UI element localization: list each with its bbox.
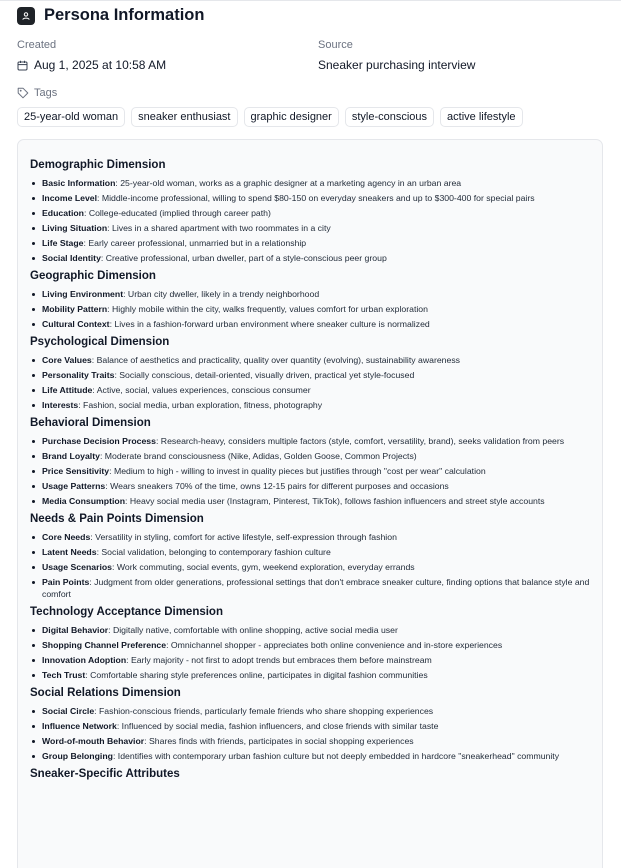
item-text: 25-year-old woman, works as a graphic designer at a marketing agency in an urban area [120,178,462,188]
list-item: Influence Network: Influenced by social media, fashion influencers, and close friends with similar taste [30,720,590,732]
persona-section [30,336,590,411]
item-key: Core Needs [42,532,91,542]
section-title: Social Relations Dimension [30,687,181,699]
section-title: Needs & Pain Points Dimension [30,513,204,525]
item-text: Moderate brand consciousness (Nike, Adidas, Golden Goose, Common Projects) [104,451,417,461]
item-text: Omnichannel shopper - appreciates both online convenience and in-store experiences [170,640,503,650]
persona-section [30,687,590,762]
item-key: Living Situation [42,223,108,233]
list-item: Media Consumption: Heavy social media user (Instagram, Pinterest, TikTok), follows fashion influencers and street style accounts [30,495,590,507]
list-item: Mobility Pattern: Highly mobile within the city, walks frequently, values comfort for urban exploration [30,303,590,315]
calendar-icon [17,60,28,71]
item-text: Socially conscious, detail-oriented, visually driven, practical yet style-focused [119,370,415,380]
user-badge-icon [17,7,35,25]
section-list [30,624,590,681]
section-list [30,531,590,600]
tag-chip[interactable]: graphic designer [244,107,339,127]
section-title: Technology Acceptance Dimension [30,606,223,618]
list-item: Interests: Fashion, social media, urban exploration, fitness, photography [30,399,590,411]
list-item: Usage Scenarios: Work commuting, social events, gym, weekend exploration, everyday errands [30,561,590,573]
persona-section [30,270,590,330]
item-key: Influence Network [42,721,117,731]
list-item: Latent Needs: Social validation, belonging to contemporary fashion culture [30,546,590,558]
item-key: Income Level [42,193,98,203]
source-label: Source [318,39,353,51]
item-key: Usage Scenarios [42,562,113,572]
persona-section [30,159,590,264]
item-key: Cultural Context [42,319,110,329]
item-key: Media Consumption [42,496,126,506]
tag-chip[interactable]: style-conscious [345,107,434,127]
tag-icon [17,87,29,99]
item-key: Purchase Decision Process [42,436,156,446]
item-text: Identifies with contemporary urban fashion culture but not deeply embedded in hardcore "sneakerhead" community [117,751,560,761]
section-title: Psychological Dimension [30,336,170,348]
list-item: Education: College-educated (implied through career path) [30,207,590,219]
item-key: Shopping Channel Preference [42,640,167,650]
item-key: Price Sensitivity [42,466,110,476]
item-key: Living Environment [42,289,124,299]
item-text: Social validation, belonging to contemporary fashion culture [101,547,331,557]
item-text: Lives in a shared apartment with two roommates in a city [111,223,331,233]
item-key: Life Stage [42,238,84,248]
item-key: Tech Trust [42,670,86,680]
list-item: Life Attitude: Active, social, values experiences, conscious consumer [30,384,590,396]
list-item: Innovation Adoption: Early majority - not first to adopt trends but embraces them before mainstream [30,654,590,666]
item-text: Urban city dweller, likely in a trendy neighborhood [127,289,320,299]
tags-label-text: Tags [34,87,58,99]
section-list [30,354,590,411]
item-key: Group Belonging [42,751,113,761]
item-key: Word-of-mouth Behavior [42,736,145,746]
item-text: Judgment from older generations, professional settings that don't embrace sneaker culture, finding options that balance style and comfort [42,577,590,599]
item-key: Life Attitude [42,385,93,395]
item-text: Work commuting, social events, gym, weekend exploration, everyday errands [116,562,415,572]
section-title: Sneaker-Specific Attributes [30,768,180,780]
item-text: Fashion, social media, urban exploration, fitness, photography [83,400,323,410]
created-value [17,58,166,72]
item-text: Fashion-conscious friends, particularly female friends who share shopping experiences [98,706,434,716]
item-key: Mobility Pattern [42,304,108,314]
item-key: Social Identity [42,253,101,263]
item-text: Research-heavy, considers multiple factors (style, comfort, versatility, brand), seeks validation from peers [160,436,565,446]
item-text: Highly mobile within the city, walks frequently, values comfort for urban exploration [112,304,428,314]
section-title: Geographic Dimension [30,270,156,282]
item-text: College-educated (implied through career path) [88,208,271,218]
item-key: Latent Needs [42,547,97,557]
created-date: Aug 1, 2025 at 10:58 AM [34,58,167,72]
item-key: Personality Traits [42,370,115,380]
list-item: Word-of-mouth Behavior: Shares finds with friends, participates in social shopping experiences [30,735,590,747]
item-text: Early majority - not first to adopt trends but embraces them before mainstream [130,655,432,665]
item-text: Creative professional, urban dweller, part of a style-conscious peer group [105,253,387,263]
item-text: Wears sneakers 70% of the time, owns 12-15 pairs for different purposes and occasions [110,481,449,491]
item-key: Education [42,208,84,218]
tag-list [17,107,523,127]
item-text: Digitally native, comfortable with online shopping, active social media user [112,625,398,635]
item-key: Social Circle [42,706,95,716]
tag-chip[interactable]: 25-year-old woman [17,107,125,127]
item-text: Lives in a fashion-forward urban environment where sneaker culture is normalized [114,319,430,329]
item-text: Comfortable sharing style preferences online, participates in digital fashion communities [90,670,428,680]
list-item: Living Environment: Urban city dweller, likely in a trendy neighborhood [30,288,590,300]
item-text: Early career professional, unmarried but in a relationship [88,238,307,248]
persona-section [30,768,590,780]
panel-header [17,6,204,25]
item-key: Innovation Adoption [42,655,127,665]
item-text: Influenced by social media, fashion influencers, and close friends with similar taste [121,721,439,731]
list-item: Social Identity: Creative professional, urban dweller, part of a style-conscious peer group [30,252,590,264]
item-text: Medium to high - willing to invest in quality pieces but justifies through "cost per wear" calculation [113,466,486,476]
list-item: Core Needs: Versatility in styling, comfort for active lifestyle, self-expression through fashion [30,531,590,543]
list-item: Living Situation: Lives in a shared apartment with two roommates in a city [30,222,590,234]
item-key: Digital Behavior [42,625,109,635]
item-key: Core Values [42,355,92,365]
section-list [30,705,590,762]
list-item: Usage Patterns: Wears sneakers 70% of the time, owns 12-15 pairs for different purposes and occasions [30,480,590,492]
item-key: Usage Patterns [42,481,106,491]
list-item: Price Sensitivity: Medium to high - willing to invest in quality pieces but justifies through "cost per wear" calculation [30,465,590,477]
list-item: Cultural Context: Lives in a fashion-forward urban environment where sneaker culture is normalized [30,318,590,330]
item-text: Active, social, values experiences, conscious consumer [96,385,311,395]
section-list [30,177,590,264]
item-text: Versatility in styling, comfort for active lifestyle, self-expression through fashion [95,532,397,542]
list-item: Basic Information: 25-year-old woman, works as a graphic designer at a marketing agency in an urban area [30,177,590,189]
tags-label [17,87,57,99]
list-item: Social Circle: Fashion-conscious friends, particularly female friends who share shopping experiences [30,705,590,717]
list-item: Core Values: Balance of aesthetics and practicality, quality over quantity (evolving), sustainability awareness [30,354,590,366]
item-key: Interests [42,400,79,410]
list-item: Pain Points: Judgment from older generations, professional settings that don't embrace sneaker culture, finding options that balance style and comfort [30,576,590,600]
item-key: Basic Information [42,178,116,188]
list-item: Tech Trust: Comfortable sharing style preferences online, participates in digital fashion communities [30,669,590,681]
tag-chip[interactable]: sneaker enthusiast [131,107,237,127]
persona-section [30,513,590,600]
list-item: Life Stage: Early career professional, unmarried but in a relationship [30,237,590,249]
list-item: Personality Traits: Socially conscious, detail-oriented, visually driven, practical yet style-focused [30,369,590,381]
source-value: Sneaker purchasing interview [318,58,476,72]
created-label: Created [17,39,57,51]
item-key: Brand Loyalty [42,451,100,461]
page-title: Persona Information [44,6,205,24]
item-key: Pain Points [42,577,90,587]
tag-chip[interactable]: active lifestyle [440,107,522,127]
persona-content [17,139,603,868]
item-text: Shares finds with friends, participates in social shopping experiences [148,736,414,746]
item-text: Middle-income professional, willing to spend $80-150 on everyday sneakers and up to $300-400 for special pairs [101,193,535,203]
section-list [30,288,590,330]
section-list [30,435,590,507]
list-item: Purchase Decision Process: Research-heavy, considers multiple factors (style, comfort, versatility, brand), seeks validation from peers [30,435,590,447]
persona-section [30,606,590,681]
section-title: Behavioral Dimension [30,417,151,429]
list-item: Digital Behavior: Digitally native, comfortable with online shopping, active social media user [30,624,590,636]
item-text: Heavy social media user (Instagram, Pinterest, TikTok), follows fashion influencers and street style accounts [129,496,545,506]
list-item: Shopping Channel Preference: Omnichannel shopper - appreciates both online convenience and in-store experiences [30,639,590,651]
section-title: Demographic Dimension [30,159,166,171]
item-text: Balance of aesthetics and practicality, quality over quantity (evolving), sustainability awareness [96,355,461,365]
persona-section [30,417,590,507]
list-item: Income Level: Middle-income professional, willing to spend $80-150 on everyday sneakers and up to $300-400 for special pairs [30,192,590,204]
list-item: Group Belonging: Identifies with contemporary urban fashion culture but not deeply embedded in hardcore "sneakerhead" community [30,750,590,762]
list-item: Brand Loyalty: Moderate brand consciousness (Nike, Adidas, Golden Goose, Common Projects) [30,450,590,462]
